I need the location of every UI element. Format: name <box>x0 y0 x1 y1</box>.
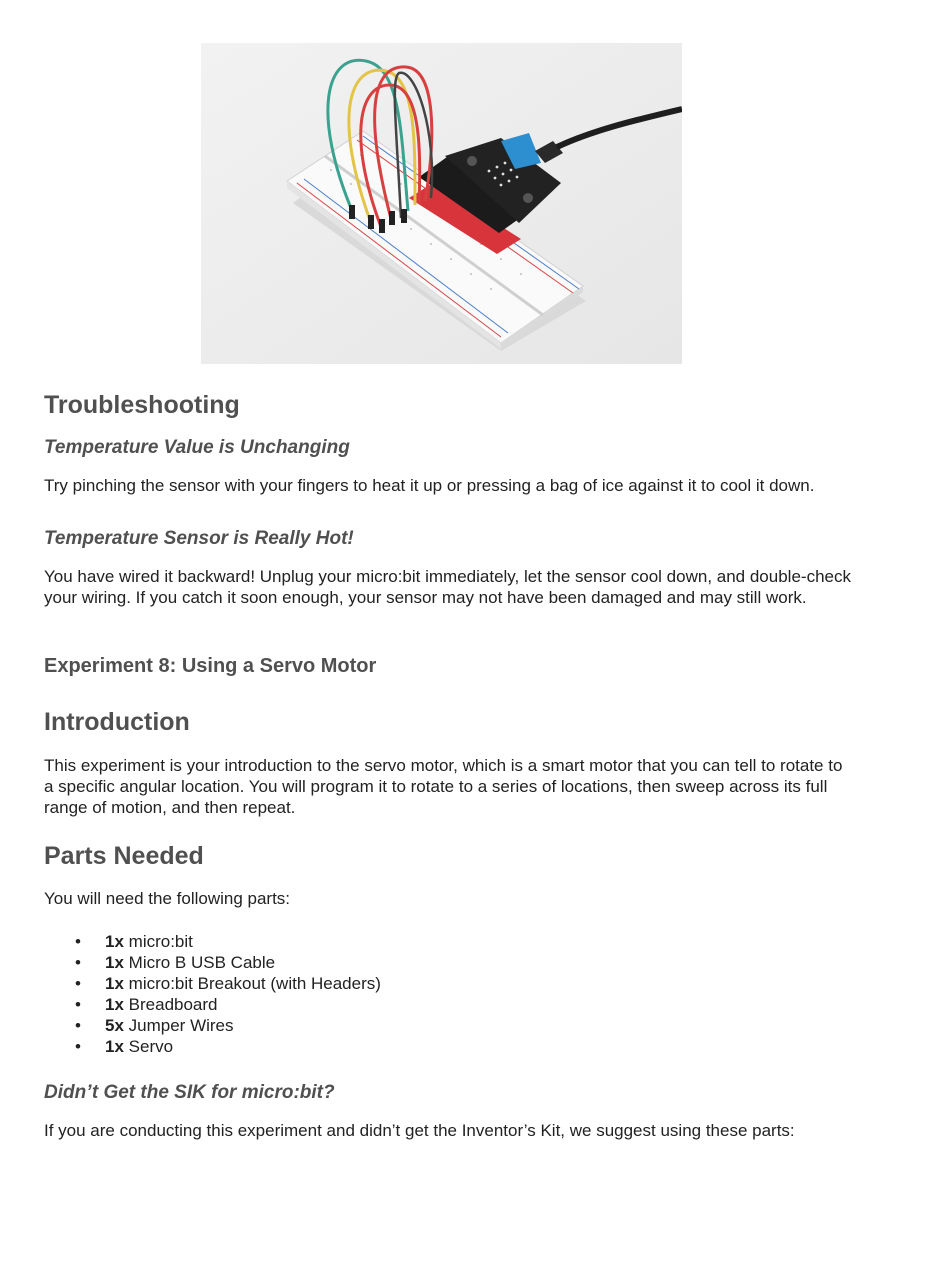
part-name: micro:bit Breakout (with Headers) <box>128 974 381 993</box>
issue-hot-text: You have wired it backward! Unplug your micro:bit immediately, let the sensor cool down, and double-check your wiring. If you catch it soon enough, your sensor may not have been damaged and may still work. <box>44 567 851 607</box>
bullet: • <box>75 995 81 1014</box>
part-name: Micro B USB Cable <box>128 953 276 972</box>
sik-text: If you are conducting this experiment and didn’t get the Inventor’s Kit, we suggest using these parts: <box>44 1121 795 1140</box>
bullet: • <box>75 1016 81 1035</box>
part-name: micro:bit <box>128 932 193 951</box>
part-name: Servo <box>128 1037 174 1056</box>
introduction-heading: Introduction <box>44 708 190 736</box>
list-item <box>44 931 381 952</box>
part-qty: 5x <box>105 1016 124 1035</box>
issue-hot-heading: Temperature Sensor is Really Hot! <box>44 528 354 549</box>
bullet: • <box>75 932 81 951</box>
breadboard-photo <box>201 43 682 364</box>
bullet: • <box>75 953 81 972</box>
introduction-text: This experiment is your introduction to the servo motor, which is a smart motor that you can tell to rotate to a specific angular location. You will program it to rotate to a series of locations, then sweep across its full range of motion, and then repeat. <box>44 756 843 817</box>
part-qty: 1x <box>105 953 124 972</box>
list-item <box>44 1036 381 1057</box>
parts-needed-heading: Parts Needed <box>44 842 204 870</box>
part-name: Breadboard <box>128 995 218 1014</box>
list-item <box>44 973 381 994</box>
issue-unchanging-heading: Temperature Value is Unchanging <box>44 437 350 458</box>
issue-unchanging-text: Try pinching the sensor with your fingers to heat it up or pressing a bag of ice against it to cool it down. <box>44 476 815 495</box>
part-qty: 1x <box>105 1037 124 1056</box>
experiment-heading: Experiment 8: Using a Servo Motor <box>44 655 377 677</box>
parts-list <box>44 931 381 1057</box>
microbit-breadboard-photo-icon <box>201 43 682 364</box>
parts-intro-text: You will need the following parts: <box>44 889 291 908</box>
troubleshooting-heading: Troubleshooting <box>44 391 240 419</box>
part-qty: 1x <box>105 995 124 1014</box>
list-item <box>44 994 381 1015</box>
list-item <box>44 952 381 973</box>
part-qty: 1x <box>105 932 124 951</box>
list-item <box>44 1015 381 1036</box>
bullet: • <box>75 974 81 993</box>
sik-heading: Didn’t Get the SIK for micro:bit? <box>44 1082 335 1103</box>
part-qty: 1x <box>105 974 124 993</box>
part-name: Jumper Wires <box>128 1016 234 1035</box>
bullet: • <box>75 1037 81 1056</box>
